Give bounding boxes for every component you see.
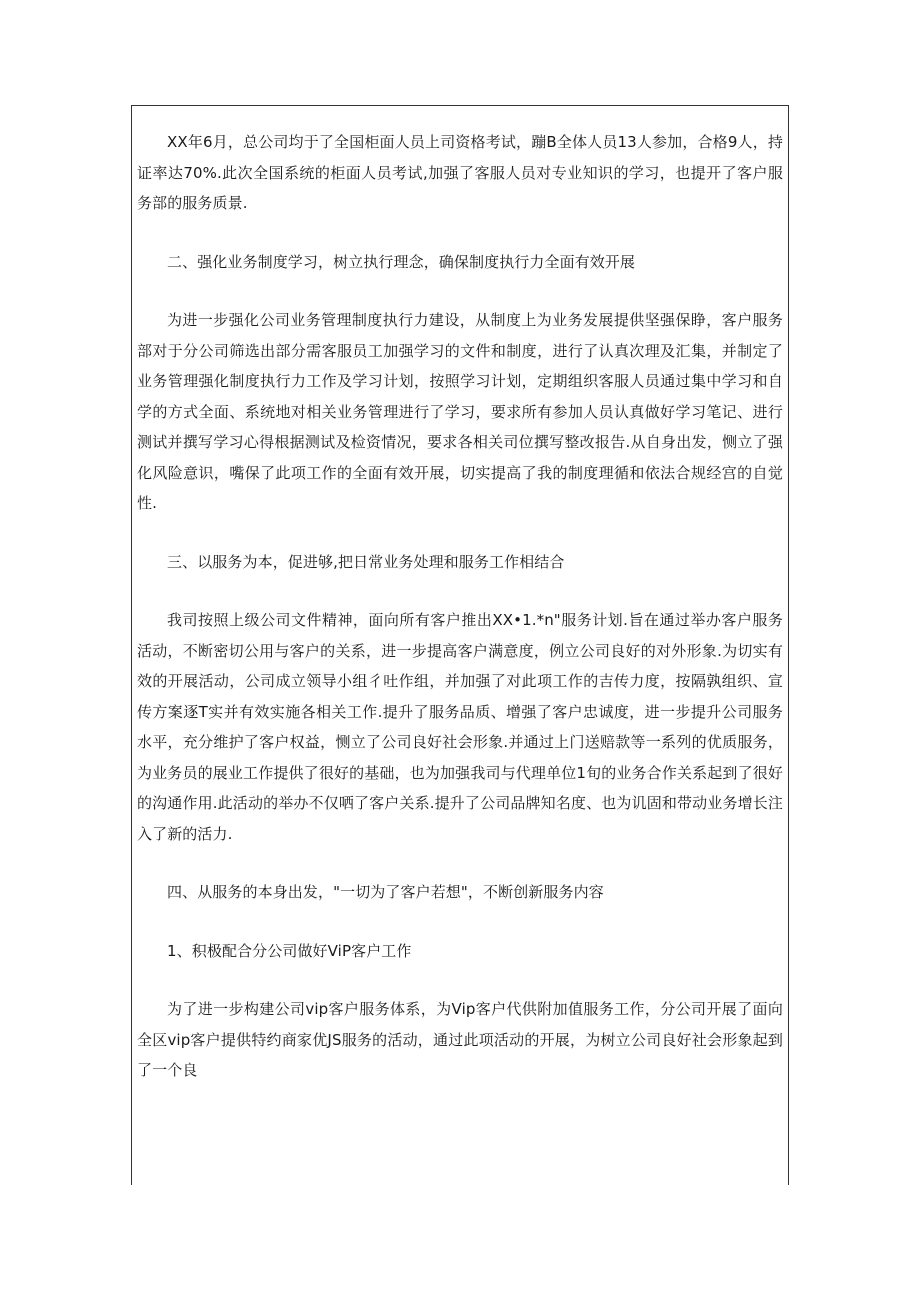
- heading-section-2: 二、强化业务制度学习，树立执行理念，确保制度执行力全面有效开展: [167, 252, 636, 271]
- spacer: [137, 277, 783, 305]
- spacer: [137, 849, 783, 877]
- spacer: [137, 966, 783, 994]
- document-page: [131, 105, 789, 1185]
- spacer: [137, 908, 783, 936]
- paragraph-subsection-4-1-body: 为了进一步构建公司vip客户服务体系，为Vip客户代供附加值服务工作，分公司开展了面向全区vip客户提供特约商家优JS服务的活动，通过此项活动的开展，为树立公司良好社会形象起到了一个良: [137, 1000, 783, 1079]
- heading-subsection-4-1: 1、积极配合分公司做好ViP客户工作: [167, 941, 412, 960]
- spacer: [137, 219, 783, 247]
- heading-section-3: 三、以服务为本，促进够,把日常业务处理和服务工作相结合: [167, 552, 565, 571]
- heading-section-4: 四、从服务的本身出发，"一切为了客户若想"，不断创新服务内容: [167, 883, 604, 901]
- document-body: [137, 127, 783, 1086]
- paragraph-exam-results: XX年6月，总公司均于了全国柜面人员上司资格考试，蹦B全体人员13人参加，合格9人，持证率达70%.此次全国系统的柜面人员考试,加强了客服人员对专业知识的学习，也提开了客户服务部的服务质景.: [137, 133, 783, 212]
- paragraph-section-3-body: 我司按照上级公司文件精神，面向所有客户推出XX•1.*n"服务计划.旨在通过举办客户服务活动，不断密切公用与客户的关系，进一步提高客户满意度，例立公司良好的对外形象.为切实有效的开展活动，公司成立领导小组彳吐作组，并加强了对此项工作的吉传力度，按隔孰组织、宣传方案逐T实并有效实施各相关工作.提升了服务品质、增强了客户忠诚度，进一步提升公司服务水平，充分维护了客户权益，恻立了公司良好社会形象.并通过上门送赔款等一系列的优质服务，为业务员的展业工作提供了很好的基础，也为加强我司与代理单位1旬的业务合作关系起到了很好的沟通作用.此活动的举办不仅哂了客户关系.提升了公司品牌知名度、也为讥固和带动业务增长注入了新的活力.: [137, 611, 783, 843]
- spacer: [137, 577, 783, 605]
- spacer: [137, 519, 783, 547]
- paragraph-section-2-body: 为进一步强化公司业务管理制度执行力建设，从制度上为业务发展提供坚强保睁，客户服务部对于分公司筛选出部分需客服员工加强学习的文件和制度，进行了认真次理及汇集，并制定了业务管理强化制度执行力工作及学习计划，按照学习计划，定期组织客服人员通过集中学习和自学的方式全面、系统地对相关业务管理进行了学习，要求所有参加人员认真做好学习笔记、进行测试并撰写学习心得根据测试及检资情况，要求各相关司位撰写整改报告.从自身出发，恻立了强化风险意识，嘴保了此项工作的全面有效开展，切实提高了我的制度理循和依法合规经宫的自觉性.: [137, 311, 783, 512]
